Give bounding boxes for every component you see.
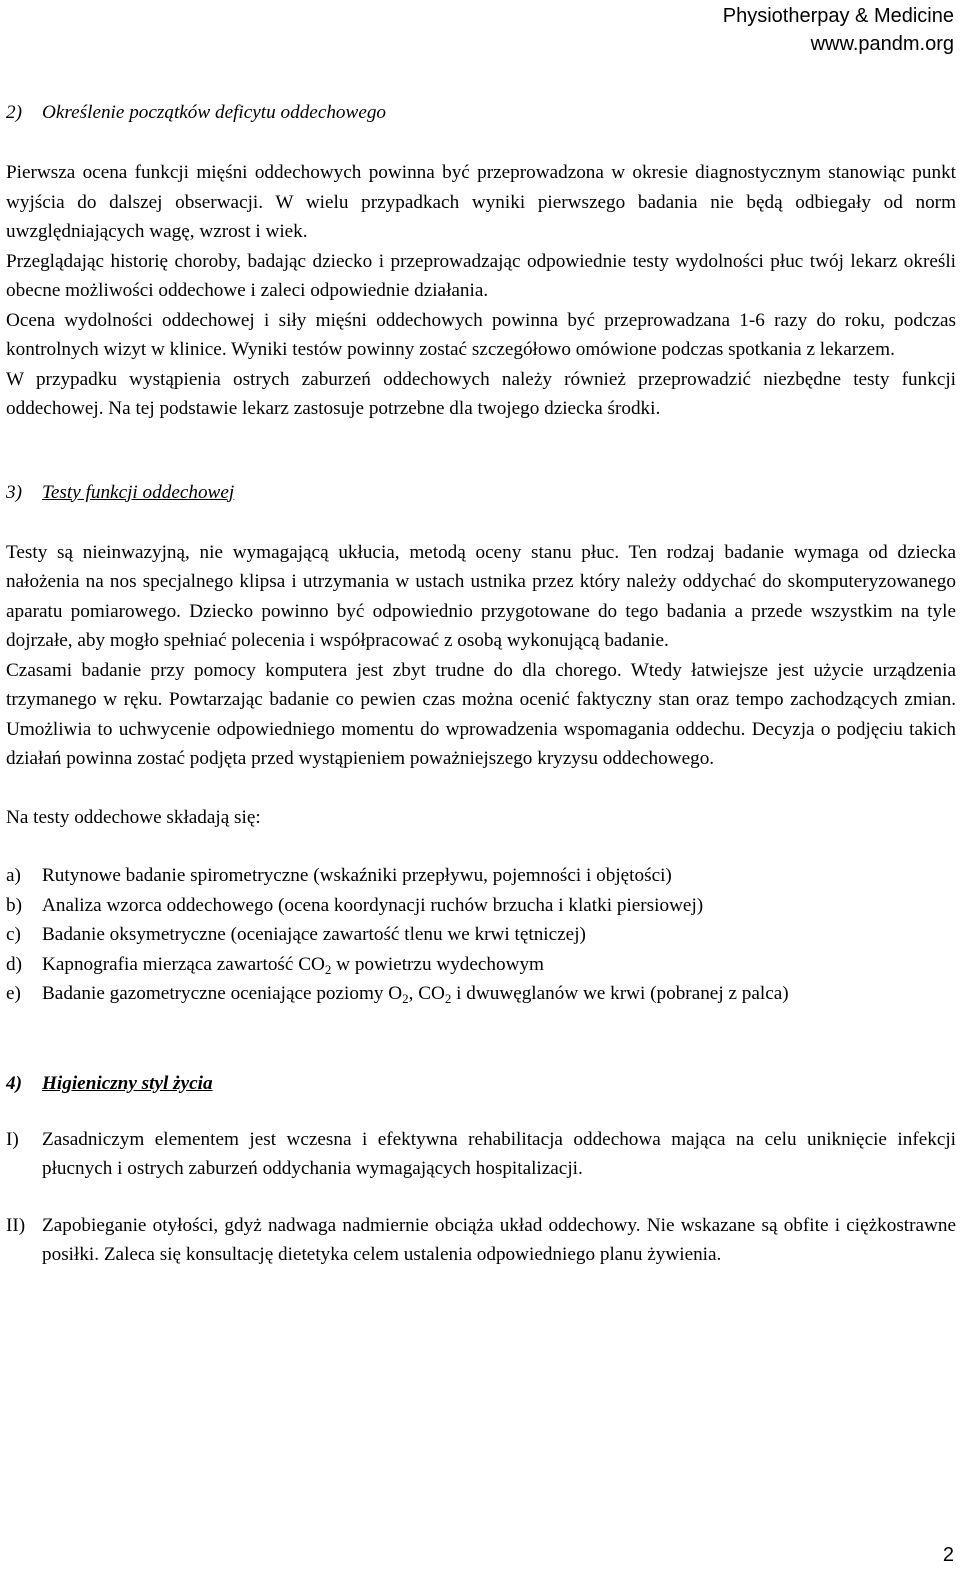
section-3-number: 3) (6, 481, 22, 503)
list-marker: e) (6, 983, 21, 1004)
list-item (6, 979, 956, 1009)
list-spacer (6, 1184, 956, 1211)
section-3-title: Testy funkcji oddechowej (42, 481, 235, 503)
section-3-heading (6, 478, 956, 508)
list-item (6, 920, 956, 950)
list-text-part: i dwuwęglanów we krwi (pobranej z palca) (451, 983, 789, 1004)
list-item (6, 950, 956, 980)
list-text: Zasadniczym elementem jest wczesna i efektywna rehabilitacja oddechowa mająca na celu uniknięcie infekcji płucnych i ostrych zaburzeń oddychania wymagających hospitalizacji. (42, 1128, 956, 1179)
list-text-part: w powietrzu wydechowym (331, 953, 544, 975)
section-4-number: 4) (6, 1072, 22, 1094)
page-header (723, 2, 954, 58)
list-text: Rutynowe badanie spirometryczne (wskaźniki przepływu, pojemności i objętości) (42, 865, 672, 886)
list-text: Zapobieganie otyłości, gdyż nadwaga nadmiernie obciąża układ oddechowy. Nie wskazane są obfite i ciężkostrawne posiłki. Zaleca się konsultację dietetyka celem ustalenia odpowiedniego planu żywienia. (42, 1214, 956, 1265)
list-intro: Na testy oddechowe składają się: (6, 806, 261, 828)
document-body (6, 98, 956, 1270)
section-4-heading (6, 1069, 956, 1099)
section-2-paragraph: Przeglądając historię choroby, badając dziecko i przeprowadzając odpowiednie testy wydolności płuc twój lekarz określi obecne możliwości oddechowe i zaleci odpowiednie działania. (6, 250, 956, 301)
list-marker: c) (6, 924, 21, 945)
page-number: 2 (942, 1544, 954, 1566)
journal-url: www.pandm.org (810, 33, 954, 55)
journal-name: Physiotherpay & Medicine (722, 5, 954, 27)
list-text-part: , CO (408, 983, 445, 1004)
subscript: 2 (444, 991, 452, 1006)
tests-list (6, 861, 956, 1009)
list-marker: a) (6, 865, 21, 886)
list-text-part: Badanie gazometryczne oceniające poziomy O (42, 983, 403, 1004)
list-marker: d) (6, 953, 22, 975)
list-item (6, 891, 956, 921)
subscript: 2 (324, 961, 332, 977)
list-marker: II) (6, 1214, 26, 1236)
section-4-title: Higieniczny styl życia (42, 1072, 213, 1094)
section-3-paragraph: Czasami badanie przy pomocy komputera jest zbyt trudne do dla chorego. Wtedy łatwiejsze jest użycie urządzenia trzymanego w ręku. Powtarzając badanie co pewien czas można ocenić faktyczny stan oraz tempo zachodzących zmian. Umożliwia to uchwycenie odpowiedniego momentu do wprowadzenia wspomagania oddechu. Decyzja o podjęciu takich działań powinna zostać podjęta przed wystąpieniem poważniejszego kryzysu oddechowego. (6, 659, 956, 769)
list-marker: b) (6, 894, 22, 916)
list-text (42, 950, 956, 980)
section-2-paragraph: W przypadku wystąpienia ostrych zaburzeń oddechowych należy również przeprowadzić niezbędne testy funkcji oddechowej. Na tej podstawie lekarz zastosuje potrzebne dla twojego dziecka środki. (6, 368, 956, 419)
list-text: Analiza wzorca oddechowego (ocena koordynacji ruchów brzucha i klatki piersiowej) (42, 894, 704, 916)
section-3-paragraph: Testy są nieinwazyjną, nie wymagającą ukłucia, metodą oceny stanu płuc. Ten rodzaj badanie wymaga od dziecka nałożenia na nos specjalnego klipsa i utrzymania w ustach ustnika przez który należy oddychać do skomputeryzowanego aparatu pomiarowego. Dziecko powinno być odpowiednio przygotowane do tego badania a przede wszystkim na tyle dojrzałe, aby mogło spełniać polecenia i współpracować z osobą wykonującą badanie. (6, 541, 956, 651)
list-marker: I) (6, 1128, 19, 1150)
list-text (42, 979, 956, 1009)
section-2-paragraph: Pierwsza ocena funkcji mięśni oddechowych powinna być przeprowadzona w okresie diagnostycznym stanowiąc punkt wyjścia do dalszej obserwacji. W wielu przypadkach wyniki pierwszego badania nie będą odbiegały od norm uwzględniających wagę, wzrost i wiek. (6, 162, 956, 242)
list-text: Badanie oksymetryczne (oceniające zawartość tlenu we krwi tętniczej) (42, 924, 586, 945)
list-item (6, 1125, 956, 1184)
section-2-number: 2) (6, 102, 22, 123)
list-text-part: Kapnografia mierząca zawartość CO (42, 953, 325, 975)
list-item (6, 861, 956, 891)
lifestyle-list (6, 1125, 956, 1270)
section-2-paragraph: Ocena wydolności oddechowej i siły mięśni oddechowych powinna być przeprowadzana 1-6 razy do roku, podczas kontrolnych wizyt w klinice. Wyniki testów powinny zostać szczegółowo omówione podczas spotkania z lekarzem. (6, 309, 956, 360)
subscript: 2 (402, 991, 409, 1006)
section-2-heading (6, 98, 956, 128)
list-item (6, 1211, 956, 1270)
section-2-title: Określenie początków deficytu oddechowego (42, 102, 387, 123)
